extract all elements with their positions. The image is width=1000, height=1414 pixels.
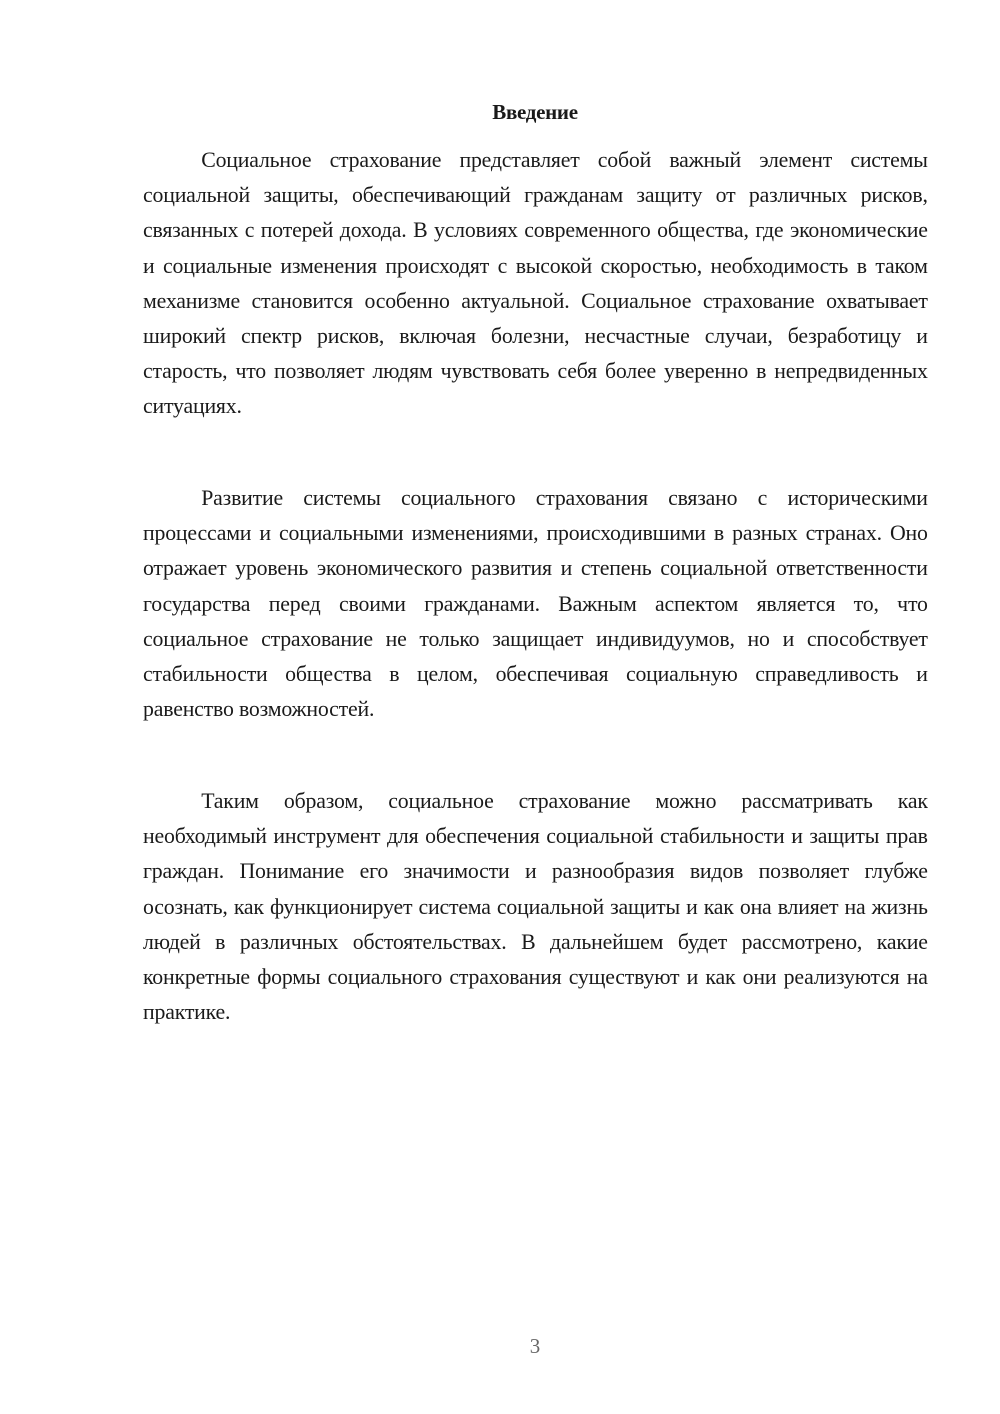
section-heading: Введение bbox=[492, 100, 578, 124]
paragraph-3-container bbox=[143, 783, 928, 1029]
paragraph: Социальное страхование представляет собой важный элемент системы социальной защиты, обеспечивающий гражданам защиту от различных рисков, связанных с потерей дохода. В условиях современного общества, где экономические и социальные изменения происходят с высокой скоростью, необходимость в таком механизме становится особенно актуальной. Социальное страхование охватывает широкий спектр рисков, включая болезни, несчастные случаи, безработицу и старость, что позволяет людям чувствовать себя более уверенно в непредвиденных ситуациях. bbox=[143, 147, 928, 419]
paragraph: Развитие системы социального страхования связано с историческими процессами и социальными изменениями, происходившими в разных странах. Оно отражает уровень экономического развития и степень социальной ответственности государства перед своими гражданами. Важным аспектом является то, что социальное страхование не только защищает индивидуумов, но и способствует стабильности общества в целом, обеспечивая социальную справедливость и равенство возможностей. bbox=[143, 485, 928, 722]
page-number: 3 bbox=[529, 1334, 541, 1358]
paragraph-2-container bbox=[143, 480, 928, 726]
paragraph: Таким образом, социальное страхование можно рассматривать как необходимый инструмент для обеспечения социальной стабильности и защиты прав граждан. Понимание его значимости и разнообразия видов позволяет глубже осознать, как функционирует система социальной защиты и как она влияет на жизнь людей в различных обстоятельствах. В дальнейшем будет рассмотрено, какие конкретные формы социального страхования существуют и как они реализуются на практике. bbox=[143, 788, 928, 1025]
paragraph-1-container bbox=[143, 142, 928, 424]
